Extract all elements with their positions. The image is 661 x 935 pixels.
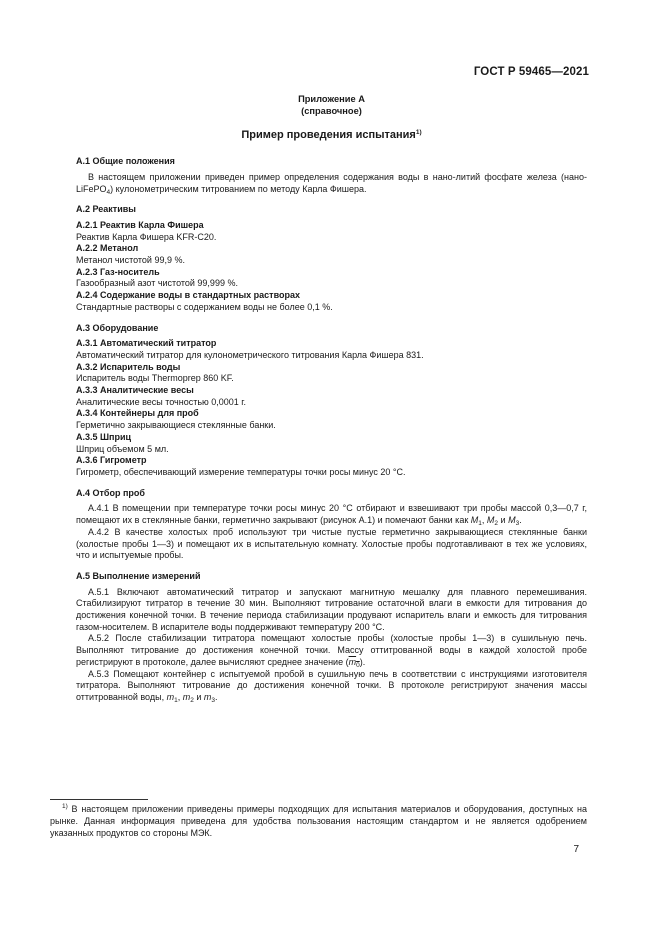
section-a1-heading: А.1 Общие положения — [76, 156, 175, 167]
section-a4-paragraph-2: А.4.2 В качестве холостых проб используют три чистые пустые герметично закрывающиеся стеклянные банки (холостые пробы 1—3) и помещают их в испытательную комнату. Холостые пробы подготавливают в тех же условиях, что и испытуемые пробы. — [76, 526, 587, 561]
subsection-heading: А.3.5 Шприц — [76, 431, 132, 442]
subsection-heading: А.2.2 Метанол — [76, 243, 139, 254]
section-a5-paragraph-2: А.5.2 После стабилизации титратора помещают холостые пробы (холостые пробы 1—3) в сушильную печь. Выполняют титрование до достижения конечной точки. Массу оттитрованной воды в каждой холостой пробе регистрируют в протоколе, далее вычисляют среднее значение $(m_0)$. — [76, 633, 587, 669]
subsection-text: Аналитические весы точностью 0,0001 г. — [76, 396, 246, 407]
section-a3-items — [76, 338, 587, 478]
page-number: 7 — [573, 844, 579, 855]
subsection-text: Испаритель воды Thermoprep 860 KF. — [76, 373, 234, 384]
section-a2-heading: А.2 Реактивы — [76, 204, 136, 215]
section-a4-heading: А.4 Отбор проб — [76, 487, 145, 498]
section-a2-items — [76, 220, 587, 314]
section-a4-paragraph-1: А.4.1 В помещении при температуре точки росы минус 20 °С отбирают и взвешивают три пробы массой 0,3—0,7 г, помещают их в стеклянные банки, герметично закрывают (рисунок А.1) и помечают банки как $M_1$, $M_2$ и $M_3$. — [76, 503, 587, 528]
footnote-ref[interactable]: 1) — [415, 129, 422, 137]
subsection-text: Гигрометр, обеспечивающий измерение температуры точки росы минус 20 °С. — [76, 466, 406, 477]
footnote-divider — [50, 799, 148, 800]
subsection-heading: А.3.1 Автоматический титратор — [76, 338, 217, 349]
section-a5-paragraph-3: А.5.3 Помещают контейнер с испытуемой пробой в сушильную печь в соответствии с инструкциями изготовителя титратора. Выполняют титрование до достижения конечной точки. В протоколе регистрируют значения массы оттитрованной воды, $m_1$, $m_2$ и $m_3$. — [76, 668, 587, 704]
section-a1-paragraph: В настоящем приложении приведен пример определения содержания воды в нано-литий фосфате железа (нано-LiFePO$_4$) кулонометрическим титрованием по методу Карла Фишера. — [76, 171, 587, 196]
subsection-text: Газообразный азот чистотой 99,999 %. — [76, 278, 238, 289]
subsection-heading: А.3.4 Контейнеры для проб — [76, 408, 199, 419]
subsection-text: Реактив Карла Фишера KFR-C20. — [76, 231, 217, 242]
main-content — [76, 94, 587, 704]
appendix-title: Пример проведения испытания$^{1)}$ — [241, 129, 422, 142]
footnote: $^{1)}$ В настоящем приложении приведены примеры подходящих для испытания материалов и оборудования, доступных на рынке. Данная информация приведена для удобства пользования настоящим стандартом и не является одобрением указанных продуктов со стороны МЭК. — [50, 803, 587, 838]
subsection-text: Шприц объемом 5 мл. — [76, 443, 169, 454]
standard-code-header: ГОСТ Р 59465—2021 — [473, 66, 589, 78]
appendix-label: Приложение А — [298, 94, 365, 104]
subsection-heading: А.3.2 Испаритель воды — [76, 361, 181, 372]
subsection-heading: А.2.3 Газ-носитель — [76, 266, 160, 277]
section-a3-heading: А.3 Оборудование — [76, 322, 159, 333]
section-a5-paragraph-1: А.5.1 Включают автоматический титратор и запускают магнитную мешалку для плавного перемешивания. Стабилизируют титратор в течение 30 мин. Выполняют титрование остаточной влаги в емкости для титрования до достижения конечной точки. В течение периода стабилизации продувают испаритель влаги и емкость для титрования газом-носителем. В испарителе воды поддерживают температуру 200 °С. — [76, 586, 587, 632]
subsection-heading: А.2.4 Содержание воды в стандартных растворах — [76, 290, 301, 301]
subsection-heading: А.3.6 Гигрометр — [76, 455, 147, 466]
subsection-text: Автоматический титратор для кулонометрического титрования Карла Фишера 831. — [76, 349, 424, 360]
subsection-text: Герметично закрывающиеся стеклянные банки. — [76, 420, 276, 431]
appendix-status: (справочное) — [301, 105, 362, 116]
subsection-text: Стандартные растворы с содержанием воды не более 0,1 %. — [76, 301, 333, 312]
subsection-text: Метанол чистотой 99,9 %. — [76, 255, 185, 266]
section-a5-heading: А.5 Выполнение измерений — [76, 570, 201, 581]
subsection-heading: А.3.3 Аналитические весы — [76, 385, 194, 396]
footnote-mark: 1) — [62, 803, 68, 810]
subsection-heading: А.2.1 Реактив Карла Фишера — [76, 219, 204, 230]
